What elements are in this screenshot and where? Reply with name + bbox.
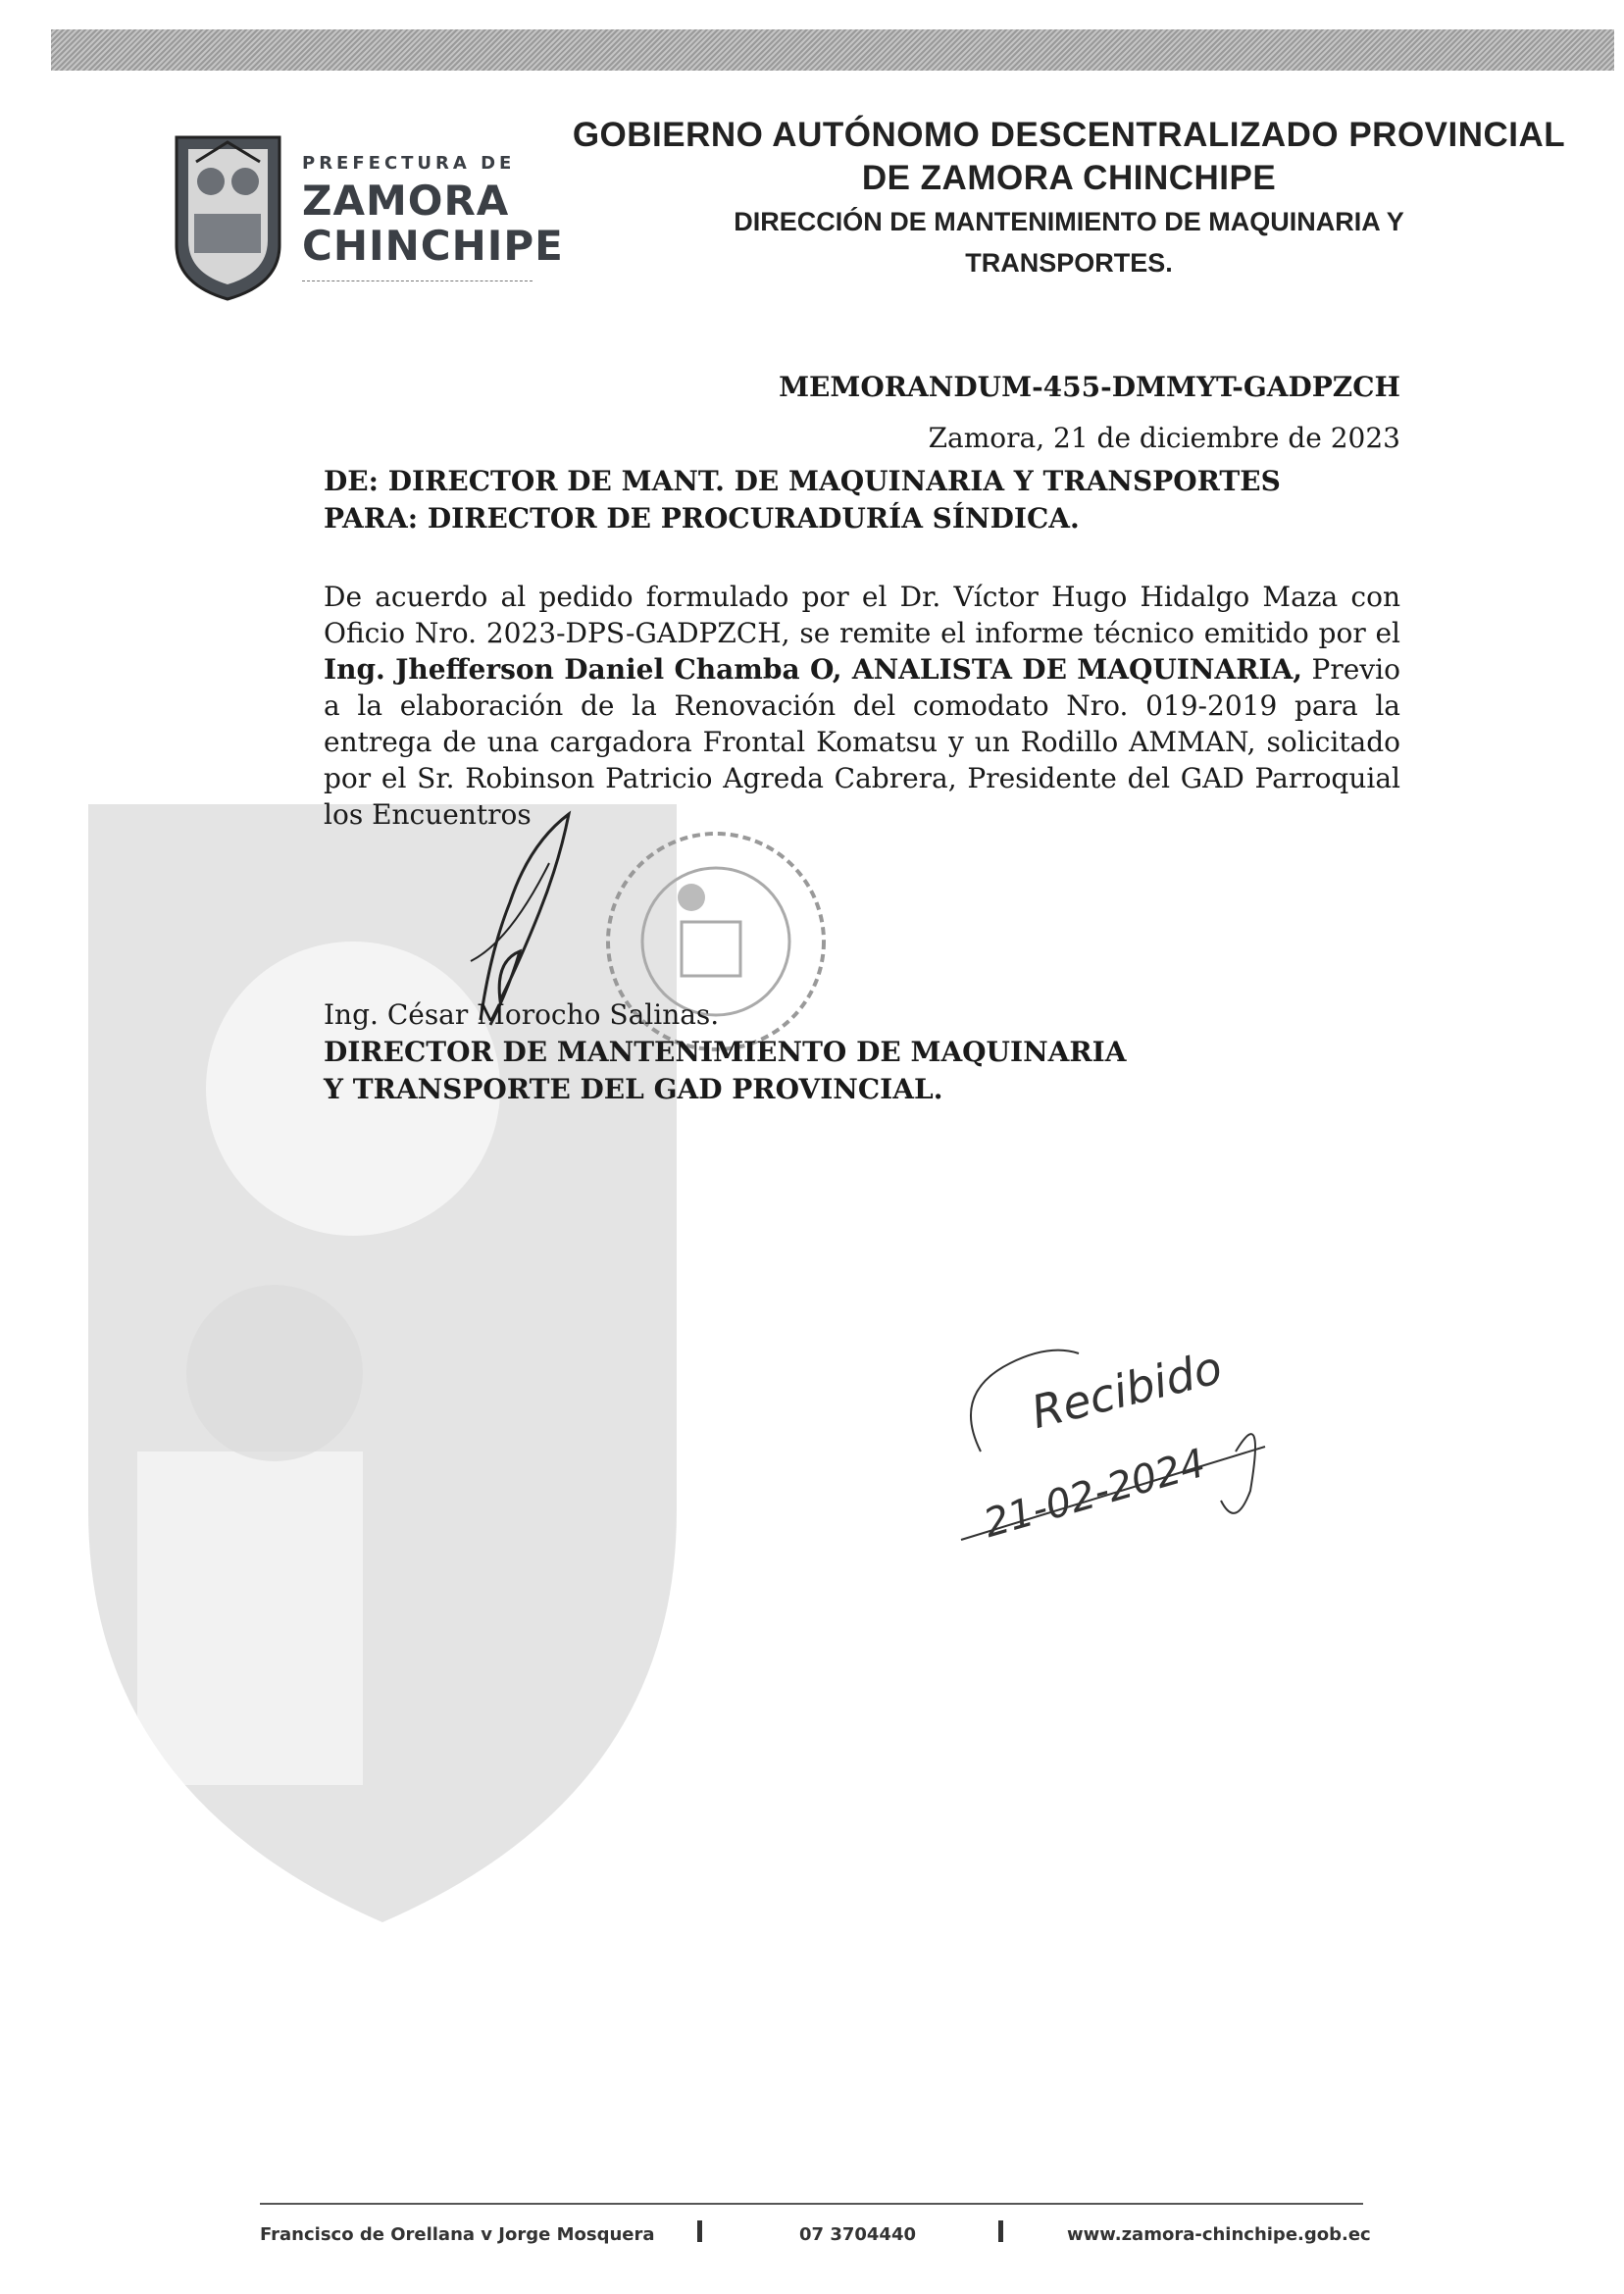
prefectura-logo <box>167 127 289 304</box>
memo-body <box>324 579 1400 833</box>
memo-date: Zamora, 21 de diciembre de 2023 <box>928 422 1400 454</box>
received-word: Recibido <box>1026 1340 1228 1440</box>
footer-phone: 07 3704440 <box>799 2224 916 2245</box>
signer-title2: Y TRANSPORTE DEL GAD PROVINCIAL. <box>324 1073 943 1105</box>
header-line4: TRANSPORTES. <box>965 248 1173 278</box>
signer-title1: DIRECTOR DE MANTENIMIENTO DE MAQUINARIA <box>324 1036 1127 1068</box>
header-line1: GOBIERNO AUTÓNOMO DESCENTRALIZADO PROVINCIAL <box>572 116 1566 154</box>
signer-block <box>324 996 1126 1108</box>
brand-name <box>302 155 564 269</box>
footer-website: www.zamora-chinchipe.gob.ec <box>1067 2224 1371 2245</box>
memo-from: DE: DIRECTOR DE MANT. DE MAQUINARIA Y TRANSPORTES <box>324 465 1281 497</box>
received-annotation <box>941 1304 1294 1569</box>
footer-separator <box>697 2220 702 2242</box>
body-bold: Ing. Jhefferson Daniel Chamba O, ANALISTA DE MAQUINARIA, <box>324 653 1303 686</box>
memo-addressing <box>324 463 1281 537</box>
footer-divider <box>260 2203 1363 2205</box>
footer-separator <box>998 2220 1003 2242</box>
brand-prefix: PREFECTURA DE <box>302 153 516 174</box>
header-line2: DE ZAMORA CHINCHIPE <box>861 159 1277 197</box>
received-date: 21-02-2024 <box>979 1440 1211 1548</box>
footer-address: Francisco de Orellana v Jorge Mosquera <box>260 2224 655 2245</box>
brand-underline <box>302 280 533 281</box>
top-header-bar <box>51 29 1614 71</box>
body-part1: De acuerdo al pedido formulado por el Dr. Víctor Hugo Hidalgo Maza con Oficio Nro. 2023-DPS-GADPZCH, se remite el informe técnico emitido por el <box>324 581 1400 649</box>
body-part2: Previo a la elaboración de la Renovación del comodato Nro. 019-2019 para la entrega de una cargadora Frontal Komatsu y un Rodillo AMMAN, solicitado por el Sr. Robinson Patricio Agreda Cabrera, Presidente del GAD Parroquial los Encuentros <box>324 653 1400 831</box>
brand-line2: CHINCHIPE <box>302 222 564 270</box>
document-header <box>569 114 1569 282</box>
memo-to: PARA: DIRECTOR DE PROCURADURÍA SÍNDICA. <box>324 502 1080 535</box>
memo-number: MEMORANDUM-455-DMMYT-GADPZCH <box>779 371 1400 403</box>
header-line3: DIRECCIÓN DE MANTENIMIENTO DE MAQUINARIA Y <box>734 207 1404 236</box>
signer-name: Ing. César Morocho Salinas. <box>324 998 720 1031</box>
brand-line1: ZAMORA <box>302 177 510 225</box>
